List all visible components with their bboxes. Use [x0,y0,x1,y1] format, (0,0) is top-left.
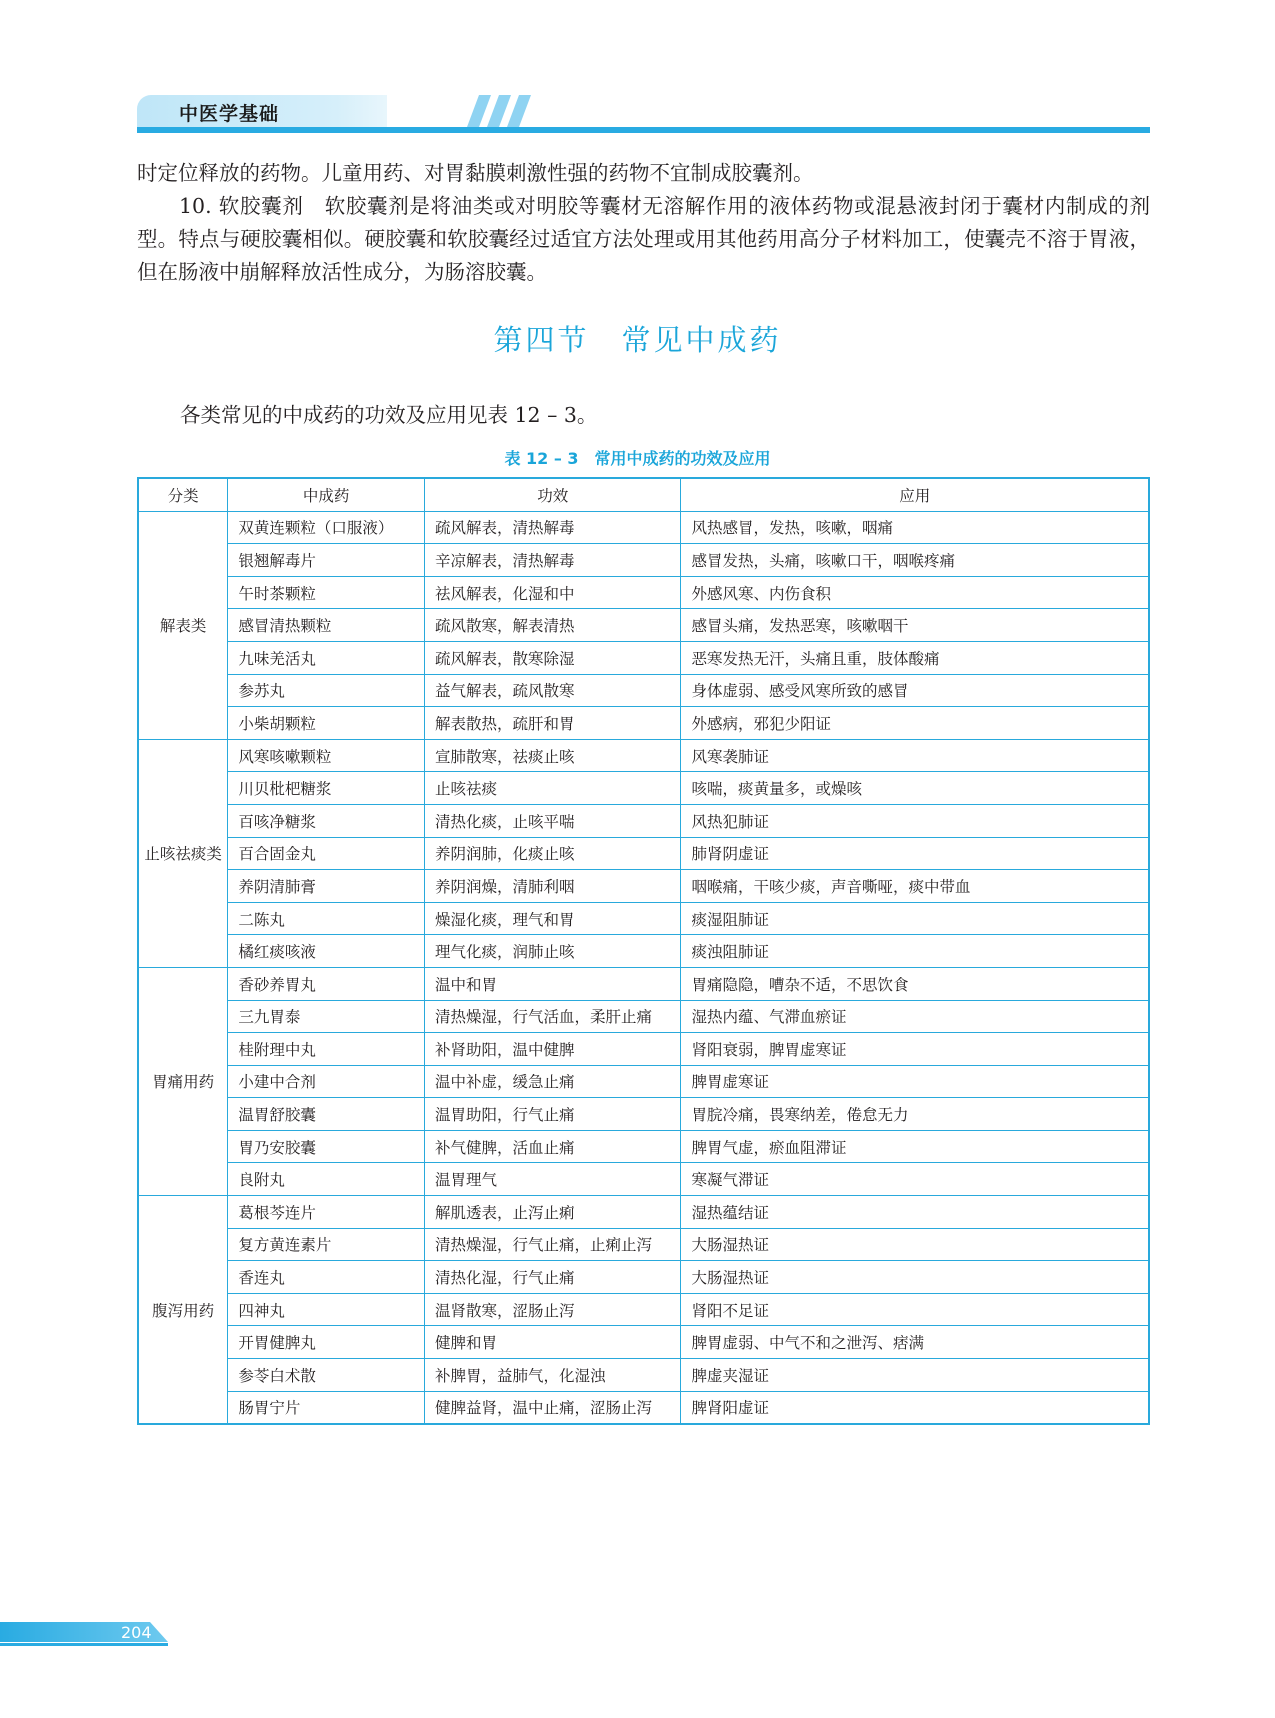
effect-cell: 清热化痰，止咳平喘 [425,804,681,837]
header-effect: 功效 [425,478,681,511]
table-row [138,1196,1149,1229]
application-cell: 寒凝气滞证 [681,1163,1149,1196]
application-cell: 脾肾阳虚证 [681,1391,1149,1424]
table-body [138,511,1149,1424]
effect-cell: 祛风解表，化湿和中 [425,576,681,609]
effect-cell: 补脾胃，益肺气，化湿浊 [425,1359,681,1392]
application-cell: 风寒袭肺证 [681,739,1149,772]
application-cell: 脾虚夹湿证 [681,1359,1149,1392]
application-cell: 外感病，邪犯少阳证 [681,707,1149,740]
medicine-cell: 午时茶颗粒 [228,576,425,609]
effect-cell: 清热化湿，行气止痛 [425,1261,681,1294]
effect-cell: 健脾益肾，温中止痛，涩肠止泻 [425,1391,681,1424]
page-header [137,95,1150,131]
table-row [138,641,1149,674]
effect-cell: 温中和胃 [425,967,681,1000]
effect-cell: 解表散热，疏肝和胃 [425,707,681,740]
table-row [138,576,1149,609]
effect-cell: 益气解表，疏风散寒 [425,674,681,707]
table-row [138,1228,1149,1261]
application-cell: 湿热内蕴、气滞血瘀证 [681,1000,1149,1033]
application-cell: 胃痛隐隐，嘈杂不适，不思饮食 [681,967,1149,1000]
medicine-cell: 参苏丸 [228,674,425,707]
effect-cell: 温胃理气 [425,1163,681,1196]
book-title: 中医学基础 [179,103,280,125]
medicine-cell: 四神丸 [228,1293,425,1326]
medicine-cell: 香连丸 [228,1261,425,1294]
table-row [138,902,1149,935]
medicine-cell: 三九胃泰 [228,1000,425,1033]
effect-cell: 辛凉解表，清热解毒 [425,544,681,577]
header-medicine: 中成药 [228,478,425,511]
table-header-row [138,478,1149,511]
effect-cell: 养阴润燥，清肺利咽 [425,870,681,903]
application-cell: 恶寒发热无汗，头痛且重，肢体酸痛 [681,641,1149,674]
application-cell: 脾胃虚弱、中气不和之泄泻、痞满 [681,1326,1149,1359]
medicine-cell: 百合固金丸 [228,837,425,870]
medicine-cell: 复方黄连素片 [228,1228,425,1261]
effect-cell: 补气健脾，活血止痛 [425,1130,681,1163]
application-cell: 胃脘冷痛，畏寒纳差，倦怠无力 [681,1098,1149,1131]
effect-cell: 清热燥湿，行气止痛，止痢止泻 [425,1228,681,1261]
application-cell: 肺肾阴虚证 [681,837,1149,870]
category-cell: 胃痛用药 [138,967,228,1195]
effect-cell: 健脾和胃 [425,1326,681,1359]
effect-cell: 温肾散寒，涩肠止泻 [425,1293,681,1326]
medicine-cell: 胃乃安胶囊 [228,1130,425,1163]
category-cell: 解表类 [138,511,228,739]
medicine-cell: 九味羌活丸 [228,641,425,674]
table-row [138,1098,1149,1131]
effect-cell: 温中补虚，缓急止痛 [425,1065,681,1098]
application-cell: 肾阳不足证 [681,1293,1149,1326]
medicine-cell: 双黄连颗粒（口服液） [228,511,425,544]
effect-cell: 止咳祛痰 [425,772,681,805]
medicine-cell: 良附丸 [228,1163,425,1196]
application-cell: 风热感冒，发热，咳嗽，咽痛 [681,511,1149,544]
header-rule [137,127,1150,133]
table-row [138,1163,1149,1196]
application-cell: 感冒头痛，发热恶寒，咳嗽咽干 [681,609,1149,642]
medicine-cell: 小建中合剂 [228,1065,425,1098]
table-row [138,1261,1149,1294]
effect-cell: 燥湿化痰，理气和胃 [425,902,681,935]
header-stripes-decoration [467,95,537,127]
page-number: 204 [121,1623,152,1642]
table-row [138,1391,1149,1424]
effect-cell: 宣肺散寒，祛痰止咳 [425,739,681,772]
application-cell: 身体虚弱、感受风寒所致的感冒 [681,674,1149,707]
table-row [138,967,1149,1000]
medicine-cell: 二陈丸 [228,902,425,935]
table-row [138,1065,1149,1098]
application-cell: 脾胃气虚，瘀血阻滞证 [681,1130,1149,1163]
medicine-cell: 川贝枇杷糖浆 [228,772,425,805]
medicine-cell: 桂附理中丸 [228,1033,425,1066]
medicine-cell: 风寒咳嗽颗粒 [228,739,425,772]
category-cell: 止咳祛痰类 [138,739,228,967]
medicine-cell: 感冒清热颗粒 [228,609,425,642]
table-row [138,1000,1149,1033]
table-row [138,804,1149,837]
medicine-cell: 橘红痰咳液 [228,935,425,968]
effect-cell: 理气化痰，润肺止咳 [425,935,681,968]
medicine-cell: 养阴清肺膏 [228,870,425,903]
table-row [138,1293,1149,1326]
table-row [138,772,1149,805]
table-row [138,1033,1149,1066]
application-cell: 风热犯肺证 [681,804,1149,837]
medicine-cell: 肠胃宁片 [228,1391,425,1424]
table-row [138,837,1149,870]
medicine-cell: 银翘解毒片 [228,544,425,577]
table-row [138,870,1149,903]
application-cell: 肾阳衰弱，脾胃虚寒证 [681,1033,1149,1066]
application-cell: 咽喉痛，干咳少痰，声音嘶哑，痰中带血 [681,870,1149,903]
effect-cell: 疏风解表，散寒除湿 [425,641,681,674]
effect-cell: 疏风解表，清热解毒 [425,511,681,544]
category-cell: 腹泻用药 [138,1196,228,1425]
paragraph-soft-capsule: 10. 软胶囊剂 软胶囊剂是将油类或对明胶等囊材无溶解作用的液体药物或混悬液封闭于囊材内制成的剂型。特点与硬胶囊相似。硬胶囊和软胶囊经过适宜方法处理或用其他药用高分子材料加工，使囊壳不溶于胃液，但在肠液中崩解释放活性成分，为肠溶胶囊。 [137,194,1150,284]
table-row [138,544,1149,577]
table-row [138,674,1149,707]
table-row [138,609,1149,642]
table-row [138,511,1149,544]
application-cell: 外感风寒、内伤食积 [681,576,1149,609]
medicine-table [137,477,1150,1425]
table-row [138,739,1149,772]
effect-cell: 补肾助阳，温中健脾 [425,1033,681,1066]
effect-cell: 养阴润肺，化痰止咳 [425,837,681,870]
application-cell: 痰湿阻肺证 [681,902,1149,935]
application-cell: 咳喘，痰黄量多，或燥咳 [681,772,1149,805]
intro-text: 各类常见的中成药的功效及应用见表 12 – 3。 [180,403,598,427]
application-cell: 脾胃虚寒证 [681,1065,1149,1098]
medicine-cell: 开胃健脾丸 [228,1326,425,1359]
page-footer [0,1622,170,1646]
medicine-cell: 温胃舒胶囊 [228,1098,425,1131]
table-row [138,1130,1149,1163]
table-row [138,935,1149,968]
application-cell: 痰浊阻肺证 [681,935,1149,968]
table-row [138,707,1149,740]
footer-rule [0,1643,168,1646]
application-cell: 大肠湿热证 [681,1261,1149,1294]
table-caption: 表 12 – 3 常用中成药的功效及应用 [504,449,771,468]
application-cell: 感冒发热，头痛，咳嗽口干，咽喉疼痛 [681,544,1149,577]
effect-cell: 疏风散寒，解表清热 [425,609,681,642]
medicine-cell: 葛根芩连片 [228,1196,425,1229]
section-title: 第四节 常见中成药 [493,323,782,357]
application-cell: 大肠湿热证 [681,1228,1149,1261]
header-application: 应用 [681,478,1149,511]
medicine-cell: 香砂养胃丸 [228,967,425,1000]
paragraph-continuation: 时定位释放的药物。儿童用药、对胃黏膜刺激性强的药物不宜制成胶囊剂。 [137,161,814,185]
effect-cell: 解肌透表，止泻止痢 [425,1196,681,1229]
application-cell: 湿热蕴结证 [681,1196,1149,1229]
medicine-cell: 参苓白术散 [228,1359,425,1392]
effect-cell: 温胃助阳，行气止痛 [425,1098,681,1131]
effect-cell: 清热燥湿，行气活血，柔肝止痛 [425,1000,681,1033]
medicine-cell: 小柴胡颗粒 [228,707,425,740]
medicine-cell: 百咳净糖浆 [228,804,425,837]
table-row [138,1359,1149,1392]
table-row [138,1326,1149,1359]
header-category: 分类 [138,478,228,511]
